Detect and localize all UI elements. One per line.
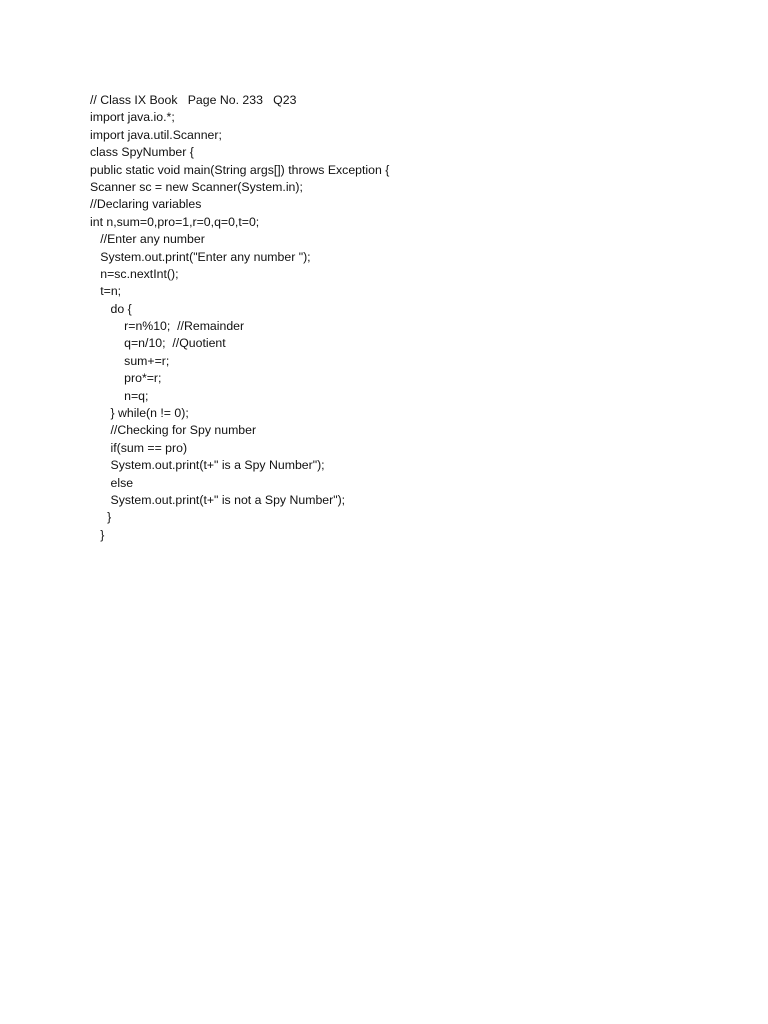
- comment-line: // Class IX Book Page No. 233 Q23: [90, 93, 297, 107]
- class-declaration-line: class SpyNumber {: [90, 145, 194, 160]
- if-condition-line: if(sum == pro): [90, 440, 188, 455]
- import-line: import java.io.*;: [90, 110, 175, 125]
- import-line: import java.util.Scanner;: [90, 127, 222, 142]
- closing-brace-line: }: [90, 510, 112, 525]
- loop-body-line: q=n/10; //Quotient: [90, 336, 226, 351]
- main-method-line: public static void main(String args[]) throws Exception {: [90, 162, 390, 177]
- loop-body-line: sum+=r;: [90, 353, 170, 368]
- loop-body-line: r=n%10; //Remainder: [90, 319, 245, 334]
- else-line: else: [90, 475, 134, 490]
- print-line: System.out.print("Enter any number ");: [90, 249, 311, 264]
- comment-line: //Enter any number: [90, 232, 205, 247]
- while-condition-line: } while(n != 0);: [90, 406, 189, 421]
- comment-line: //Declaring variables: [90, 197, 202, 212]
- do-loop-start-line: do {: [90, 301, 132, 316]
- loop-body-line: n=q;: [90, 388, 149, 403]
- comment-line: //Checking for Spy number: [90, 423, 257, 438]
- print-line: System.out.print(t+" is a Spy Number");: [90, 458, 325, 473]
- variable-declaration-line: int n,sum=0,pro=1,r=0,q=0,t=0;: [90, 214, 260, 229]
- assignment-line: t=n;: [90, 284, 122, 299]
- java-source-code: [90, 92, 389, 544]
- loop-body-line: pro*=r;: [90, 371, 162, 386]
- closing-brace-line: }: [90, 527, 105, 542]
- print-line: System.out.print(t+" is not a Spy Number");: [90, 492, 346, 507]
- scanner-line: Scanner sc = new Scanner(System.in);: [90, 179, 303, 194]
- input-line: n=sc.nextInt();: [90, 266, 179, 281]
